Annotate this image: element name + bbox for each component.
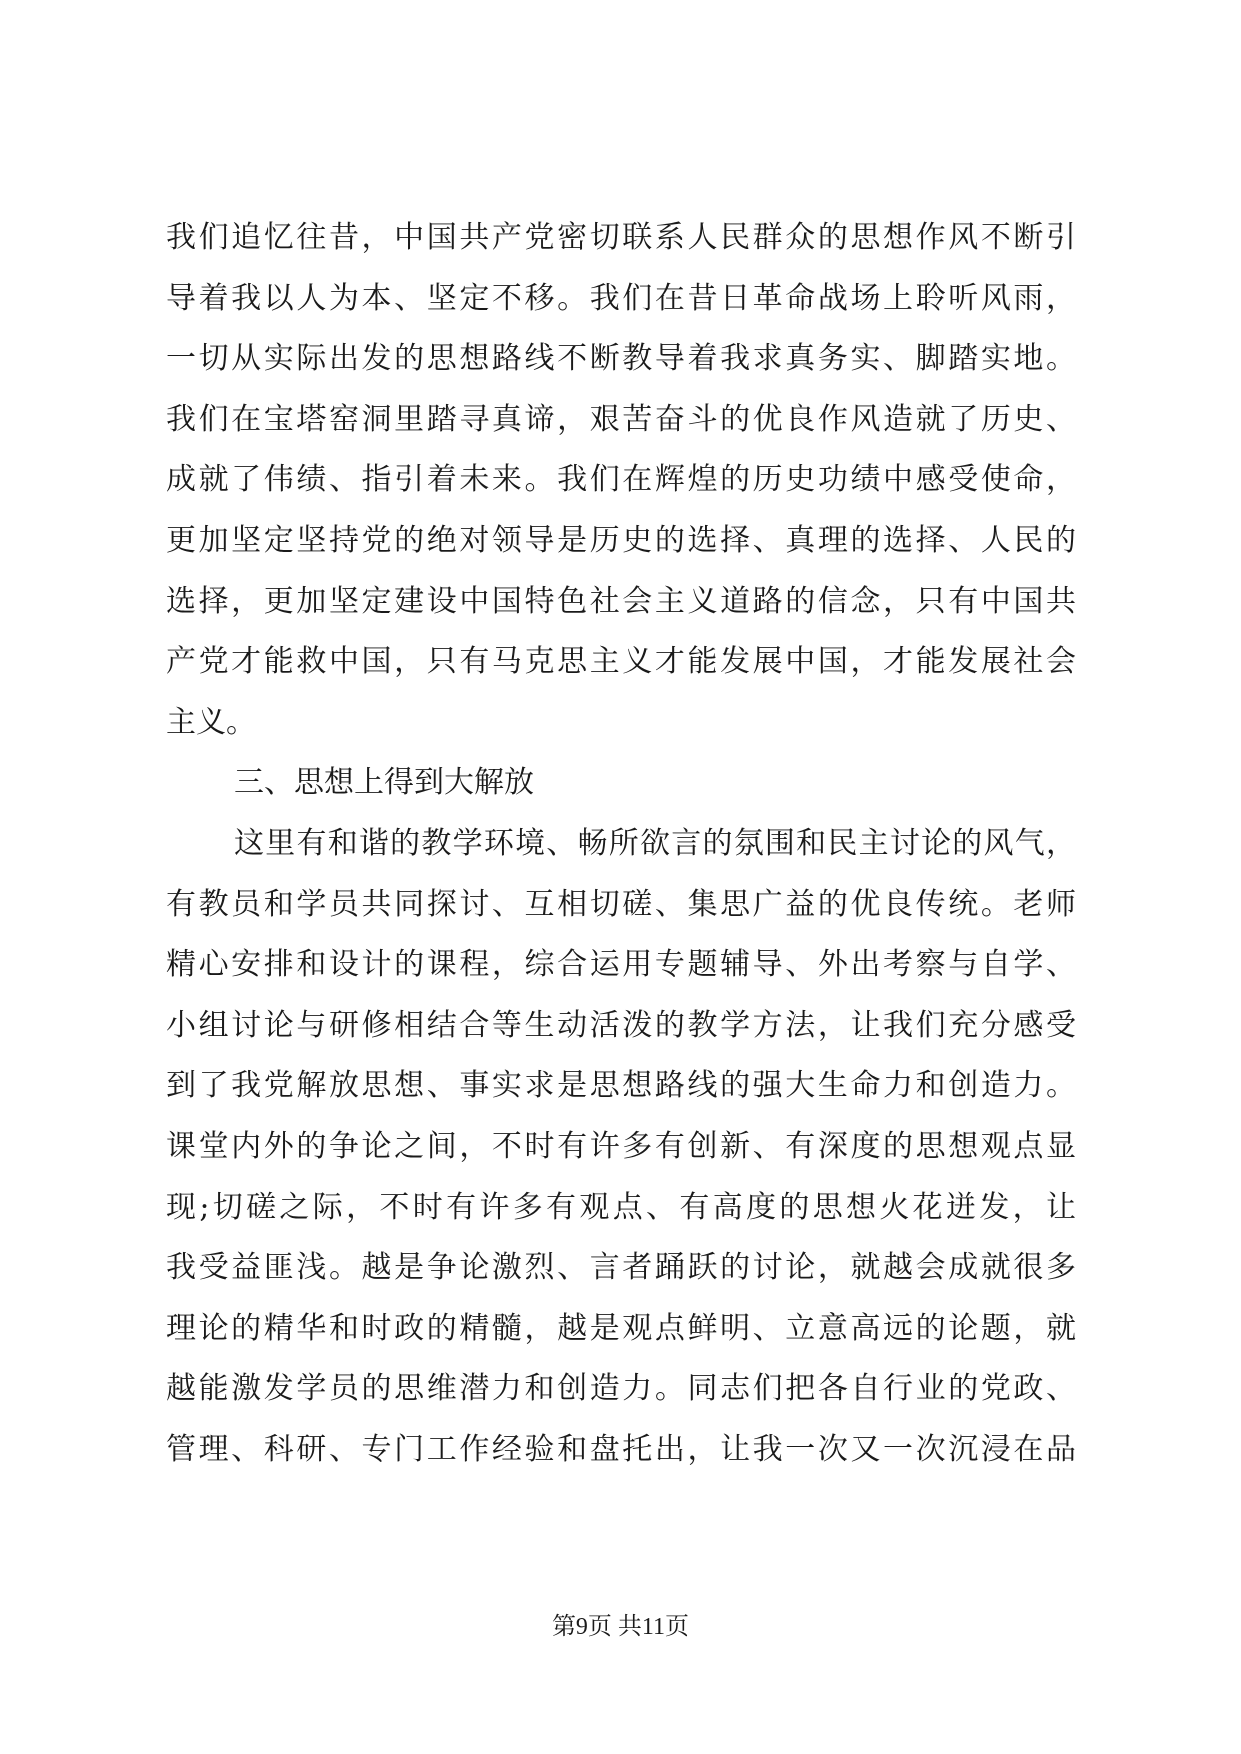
text-line: 我受益匪浅。越是争论激烈、言者踊跃的讨论，就越会成就很多	[166, 1250, 1076, 1286]
text-line: 我们追忆往昔，中国共产党密切联系人民群众的思想作风不断引	[166, 220, 1076, 255]
text-line: 到了我党解放思想、事实求是思想路线的强大生命力和创造力。	[166, 1068, 1076, 1104]
text-line: 管理、科研、专门工作经验和盘托出，让我一次又一次沉浸在品	[166, 1431, 1076, 1467]
text-line: 主义。	[166, 704, 256, 740]
body-text	[166, 208, 1076, 1480]
text-line: 越能激发学员的思维潜力和创造力。同志们把各自行业的党政、	[166, 1371, 1076, 1407]
text-line: 产党才能救中国，只有马克思主义才能发展中国，才能发展社会	[166, 644, 1076, 680]
text-line: 课堂内外的争论之间，不时有许多有创新、有深度的思想观点显	[166, 1128, 1076, 1164]
text-line: 现;切磋之际，不时有许多有观点、有高度的思想火花迸发，让	[166, 1189, 1076, 1225]
text-line: 有教员和学员共同探讨、互相切磋、集思广益的优良传统。老师	[166, 886, 1076, 922]
text-line: 小组讨论与研修相结合等生动活泼的教学方法，让我们充分感受	[166, 1007, 1076, 1043]
text-line: 这里有和谐的教学环境、畅所欲言的氛围和民主讨论的风气，	[234, 825, 1076, 861]
section-heading: 三、思想上得到大解放	[234, 765, 534, 801]
text-line: 精心安排和设计的课程，综合运用专题辅导、外出考察与自学、	[166, 947, 1076, 983]
text-line: 一切从实际出发的思想路线不断教导着我求真务实、脚踏实地。	[166, 341, 1076, 377]
text-line: 导着我以人为本、坚定不移。我们在昔日革命战场上聆听风雨，	[166, 280, 1076, 316]
text-line: 更加坚定坚持党的绝对领导是历史的选择、真理的选择、人民的	[166, 522, 1076, 558]
text-line: 选择，更加坚定建设中国特色社会主义道路的信念，只有中国共	[166, 583, 1076, 619]
paragraph-2	[166, 814, 1076, 1481]
paragraph-1	[166, 208, 1076, 753]
text-line: 成就了伟绩、指引着未来。我们在辉煌的历史功绩中感受使命，	[166, 462, 1076, 498]
text-line: 理论的精华和时政的精髓，越是观点鲜明、立意高远的论题，就	[166, 1310, 1076, 1346]
text-line: 我们在宝塔窑洞里踏寻真谛，艰苦奋斗的优良作风造就了历史、	[166, 401, 1076, 437]
page-number-footer: 第9页 共11页	[551, 1614, 690, 1640]
